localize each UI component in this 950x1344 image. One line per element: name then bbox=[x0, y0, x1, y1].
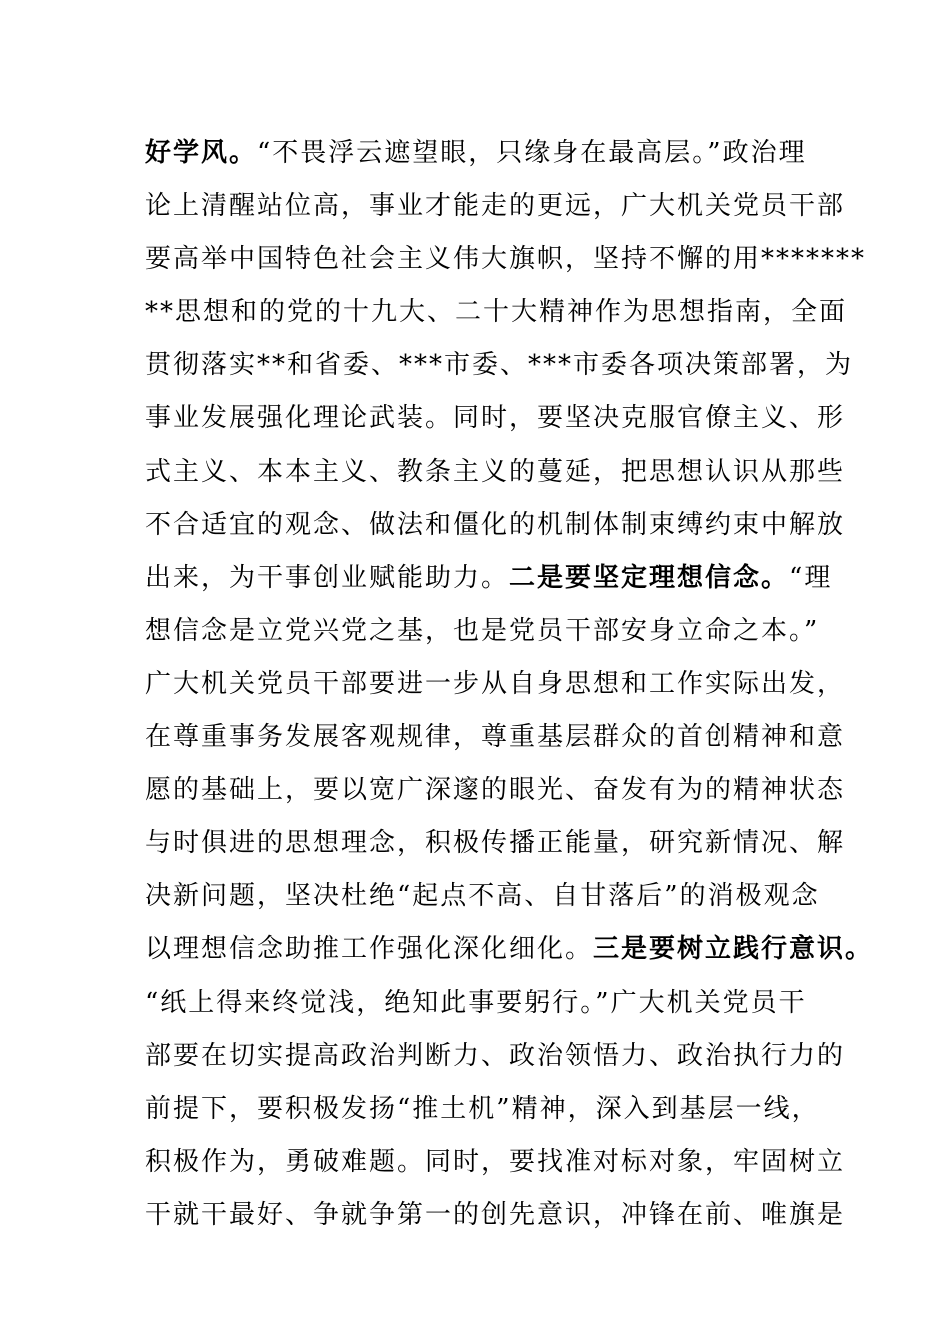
text-line bbox=[145, 180, 845, 233]
text-line bbox=[145, 817, 845, 870]
line-text: “纸上得来终觉浅，绝知此事要躬行。”广大机关党员干 bbox=[145, 987, 807, 1018]
text-line bbox=[145, 392, 845, 445]
line-text: 以理想信念助推工作强化深化细化。 bbox=[145, 934, 594, 965]
line-text: 事业发展强化理论武装。同时，要坚决克服官僚主义、形 bbox=[145, 403, 846, 434]
line-text: 愿的基础上，要以宽广深邃的眼光、奋发有为的精神状态 bbox=[145, 775, 846, 806]
bold-heading: 三是要树立践行意识。 bbox=[593, 934, 874, 965]
text-line bbox=[145, 1030, 845, 1083]
line-text: 与时俱进的思想理念，积极传播正能量，研究新情况、解 bbox=[145, 828, 846, 859]
bold-heading: 好学风。 bbox=[145, 138, 258, 168]
text-line bbox=[145, 764, 845, 817]
line-text: 出来，为干事创业赋能助力。 bbox=[145, 562, 510, 593]
line-text: 要高举中国特色社会主义伟大旗帜，坚持不懈的用******* bbox=[145, 244, 867, 275]
text-line bbox=[145, 1083, 845, 1136]
line-text: “不畏浮云遮望眼，只缘身在最高层。”政治理 bbox=[257, 138, 807, 168]
text-line bbox=[145, 499, 845, 552]
text-line bbox=[145, 1136, 845, 1189]
line-text: 式主义、本本主义、教条主义的蔓延，把思想认识从那些 bbox=[145, 456, 846, 487]
text-line bbox=[145, 127, 845, 180]
text-line bbox=[145, 1189, 845, 1242]
text-line bbox=[145, 233, 867, 286]
text-line bbox=[145, 977, 845, 1030]
line-text: 不合适宜的观念、做法和僵化的机制体制束缚约束中解放 bbox=[145, 509, 846, 540]
line-text: 积极作为，勇破难题。同时，要找准对标对象，牢固树立 bbox=[145, 1146, 846, 1177]
line-text: 想信念是立党兴党之基，也是党员干部安身立命之本。” bbox=[145, 615, 820, 646]
line-text: 前提下，要积极发扬“推土机”精神，深入到基层一线， bbox=[145, 1093, 820, 1124]
text-line bbox=[145, 658, 845, 711]
text-line bbox=[145, 923, 874, 976]
line-text: 在尊重事务发展客观规律，尊重基层群众的首创精神和意 bbox=[145, 722, 846, 753]
line-text: 部要在切实提高政治判断力、政治领悟力、政治执行力的 bbox=[145, 1040, 846, 1071]
line-text: 广大机关党员干部要进一步从自身思想和工作实际出发， bbox=[145, 668, 846, 699]
text-line bbox=[145, 286, 848, 339]
text-line bbox=[145, 870, 845, 923]
line-text: 论上清醒站位高，事业才能走的更远，广大机关党员干部 bbox=[145, 191, 846, 222]
text-line bbox=[145, 711, 845, 764]
text-line bbox=[145, 446, 845, 499]
text-line bbox=[145, 552, 845, 605]
line-text: 贯彻落实**和省委、***市委、***市委各项决策部署，为 bbox=[145, 350, 854, 381]
body-text bbox=[145, 127, 874, 1242]
text-line bbox=[145, 339, 854, 392]
line-text: “理 bbox=[789, 562, 833, 593]
bold-heading: 二是要坚定理想信念。 bbox=[509, 562, 790, 593]
text-line bbox=[145, 605, 845, 658]
line-text: 干就干最好、争就争第一的创先意识，冲锋在前、唯旗是 bbox=[145, 1199, 846, 1230]
line-text: 决新问题，坚决杜绝“起点不高、自甘落后”的消极观念 bbox=[145, 881, 820, 912]
line-text: **思想和的党的十九大、二十大精神作为思想指南，全面 bbox=[145, 297, 848, 328]
